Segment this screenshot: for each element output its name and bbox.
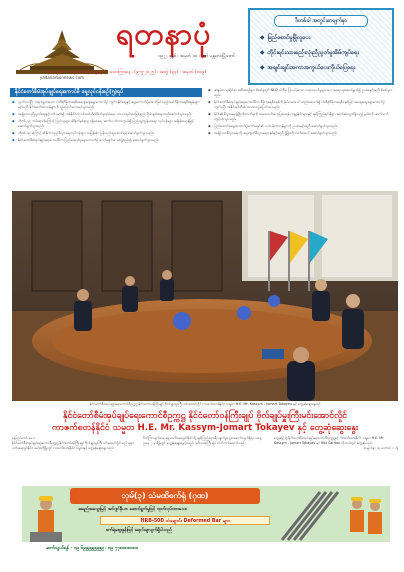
- main-headline[interactable]: [12, 410, 398, 434]
- masthead: [8, 8, 396, 86]
- objective-item: ◆ အမျိုးသားစီးပွားရေးကို ဈေးကွက်စီးပွားရေးစနစ်နှင့်အညီ ဖွံ့ဖြိုးတိုးတက်အောင် ဆောင်ရွက်သွားမည်။: [208, 131, 394, 136]
- newspaper-front-page: [8, 8, 396, 564]
- objective-item: ◆ နိုင်ငံ၏ စီးပွားရေးဖွံ့ဖြိုးတိုးတက်မှုကို အထောက်အကူပြုစေရန် ကမ္ဘာ့နိုင်ငံများနှင့် ချစ်ကြည်ရင်းနှီးစွာ ဆက်ဆံလျက်ရှိသည့် မူဝါဒကို ဆက်လက်ကျင့်သုံးသွားမည်။: [208, 112, 394, 122]
- logo-url: yadanarbonnews.com: [39, 75, 85, 80]
- newspaper-logo: [16, 30, 108, 86]
- headline-line: နိုင်ငံတော်စီမံအုပ်ချုပ်ရေးကောင်စီဥက္ကဋ္ဌ နိုင်ငံတော်ဝန်ကြီးချုပ် ဗိုလ်ချုပ်မှူးကြီးမင်းအောင်လှိုင်: [62, 411, 348, 421]
- article-column-3: တွေ့ဆုံပွဲသို့ နိုင်ငံတော်စီမံအုပ်ချုပ်ရေးကောင်စီဥက္ကဋ္ဌနှင့် ကာဇက်စတန်နိုင်ငံ သမ္မတ H.E. Mr. Kassym - Jomart Tokayev နှင့် Ritz Carlton ဟိုတယ်တွင် တွေ့ဆုံသည်။ စာမျက်နှာ ၁၈ ကော်လံ ၁ သို့: [274, 436, 398, 450]
- objective-item: ◆ ကိုဗစ်-၁၉ ကြောင့် ထိခိုက်သည့် စီးပွားရေးလုပ်ငန်းများ အမြန်ဆုံး ပြန်လည်ထူထောင်ရန် ဆောင်ရွက်သွားမည်။: [12, 131, 202, 136]
- section-header: နိုင်ငံတော်စီမံအုပ်ချုပ်ရေးကောင်စီ ရှေ့လုပ်ငန်းစဉ်(၅)ရပ်: [10, 88, 202, 97]
- byline: နေပြည်တော် မေ ၈: [12, 436, 36, 440]
- continued-link[interactable]: စာမျက်နှာ ၁၈ ကော်လံ ၁ သို့: [363, 445, 398, 450]
- objective-item: ◆ ကိုဗစ်-၁၉ ကပ်ရောဂါကြောင့် ပြည်သူများ ထိခိုက်နစ်နာမှု မရှိစေရေး ဆက်လက်ကာကွယ်၍ ပြည်သူ့ကျန်းမာရေး လုပ်ငန်းများ အရှိန်အဟုန်မြှင့်ဆောင်ရွက်သွားမည်။: [12, 119, 202, 129]
- objective-item: ◆ အမျိုးသားညီညွတ်ရေးနှင့်ပတ်သက်၍ တစ်နိုင်ငံလုံးပစ်ခတ်တိုက်ခိုက်မှုရပ်စဲရေး ဘာသာရပ်အခြေခံနည်း ငြိမ်းချမ်းရေးတည်ဆောက်သွားမည်။: [12, 112, 202, 117]
- objective-item: ◆ နိုင်ငံတော်စီမံအုပ်ချုပ်ရေးကောင်စီက ဒီမိုကရေစီစနစ်ကို ခိုင်မာအောင် တည်ဆောက်၍ ပါတီစုံဒီမိုကရေစီစနစ်ဖြင့် အထွေထွေရွေးကောက်ပွဲ ကျင်းပပြီး အနိုင်ရပါတီထံ အာဏာလွှဲပြောင်းပေးမည်။: [208, 100, 394, 110]
- inside-item[interactable]: ◆ တိုင်းရင်းသားစည်းလုံးညီညွတ်မှုအိမ်ကျပ်ရေး: [260, 50, 359, 56]
- ad-brand: ဘုမ်(၃) သံမဏိစက်ရုံ (ဂုဏ): [70, 488, 260, 504]
- newspaper-tagline: ၁၉၂၂ ခုနှစ် ၊ အမှတ် ၁၀ ၊ ဂုဏ် မန္တလေးမြို့တော်: [158, 54, 235, 59]
- ad-line: အရည်အသွေးမြင့် အင်ဂျင်နီယာ ဆောင်ရွက်မှုဖြင့် ထုတ်လုပ်ထားသော: [78, 507, 188, 512]
- photo-caption: နိုင်ငံတော်စီမံအုပ်ချုပ်ရေးကောင်စီဥက္ကဋ္ဌ နိုင်ငံတော်ဝန်ကြီးချုပ် ဗိုလ်ချုပ်မှူးကြီး မင်းအောင်လှိုင် ကာဇက်စတန်နိုင်ငံ သမ္မတ H.E. Mr. Kassym - Jomart Tokayev နှင့် တွေ့ဆုံဆွေးနွေးစဉ်: [89, 402, 321, 406]
- inside-pages-heading: ဒီတစ်ခါ အတွင်းစာမျက်နှာ: [274, 15, 368, 27]
- steel-bars-icon: [280, 488, 340, 542]
- diamond-bullet-icon: ◆: [260, 50, 265, 56]
- inside-pages-box: [248, 8, 394, 85]
- worker-illustration-icon: [26, 492, 66, 542]
- objective-item: ◆ ဆန္ဒမဲပေးမှုဆိုင်ရာ အစီအစဉ်များ စိစစ်မှုတွင် NLD ပါတီမှ ပြုလုပ်ခဲ့သော တရားမဝင်မှုများအား အရေးယူဆောင်ရွက်၍ ဥပဒေနှင့်အညီ စိစစ်သွားမည်။: [208, 88, 394, 98]
- diamond-bullet-icon: ◆: [260, 35, 265, 41]
- headline-line: ကာဇက်စတန်နိုင်ငံ သမ္မတ H.E. Mr. Kassym-Jomart Tokayev နှင့် တွေ့ဆုံဆွေးနွေး: [51, 423, 359, 433]
- inside-item[interactable]: ◆ အချင်းချင်းအကာအကွယ်ပေးကိုယ်ပြေရေး: [260, 65, 356, 71]
- diamond-bullet-icon: ◆: [260, 65, 265, 71]
- palace-spire-icon: [16, 30, 108, 74]
- objective-item: ◆ နိုင်ငံတော်စီမံအုပ်ချုပ်ရေးကောင်စီက ပြည်ထောင်စုရွေးကောက်ပွဲ ကော်မရှင်အသစ်ဖွဲ့စည်း၍ ဆောင်ရွက်သွားမည်။: [12, 138, 202, 143]
- article-column-1: နေပြည်တော် မေ ၈ နိုင်ငံတော်စီမံအုပ်ချုပ်ရေးကောင်စီဥက္ကဋ္ဌ နိုင်ငံတော်ဝန်ကြီးချုပ် ဗိုလ်ချုပ်မှူးကြီး မင်းအောင်လှိုင်သည် ရုရှားဖက်ဒရေးရှင်းနိုင်ငံ မော်စကိုမြို့တွင် ကာဇက်စတန်နိုင်ငံသမ္မတနှင့် တွေ့ဆုံဆွေးနွေးသည်။: [12, 436, 135, 450]
- objective-item: ◆ ပြည်ထောင်စုရွေးကောက်ပွဲကော်မရှင်၏ လုပ်ငန်းတာဝန်များကို ဥပဒေနှင့်အညီ ဆောင်ရွက်သွားမည်။: [208, 124, 394, 129]
- inside-item[interactable]: ◆ မြည်စောင်မှုမြိုလူပေး: [260, 35, 311, 41]
- article-column-2: ဖိတ်ကြားချက်အရ ရုရှားဖက်ဒရေးရှင်းနိုင်ငံသို့ ချစ်ကြည်ရေးခရီး ထွက်ခွာသွားရောက်လျက်ရှိရာ ယနေ့ညနေ ၇ နာရီခွဲတွင် တွေ့ဆုံဆွေးနွေးခဲ့သည်။ ဒုတိယဝန်ကြီးချုပ် ပါဝင်တက်ရောက်သည်။: [143, 436, 262, 445]
- workers-illustration-icon: [344, 490, 386, 542]
- newspaper-title: ရတနာပုံ: [116, 17, 212, 52]
- ad-contact[interactable]: ဆက်သွယ်ရန် - ၀၉ ၆၉၉၉၉၉၉၉၉ ၊ ၀၉ ၇၇၈၈၈၈၈၈၈: [46, 546, 139, 551]
- meeting-photo: [12, 191, 398, 401]
- objective-item: ◆ လွတ်လပ်ပြီး တရားမျှတသော ပါတီစုံဒီမိုကရေစီအထွေထွေရွေးကောက်ပွဲ ကျင်းပနိုင်ရေးနှင့် ရွေးကောက်ပွဲအောင်မြင်သည့်အခါ ဒီမိုကရေစီစံနှုန်းများနှင့်အညီ နိုင်ငံတော်တာဝန်များကို လွှဲပြောင်းပေးအပ်သွားမည်။: [12, 100, 202, 110]
- steel-advertisement[interactable]: [22, 486, 390, 556]
- ad-line: စက်ရုံဈေးနှုန်းဖြင့် ရောင်းချလျက်ရှိပါသည်: [106, 528, 172, 533]
- ad-product: HRB-500 သံချောင်း Deformed Bar များ: [100, 516, 270, 525]
- objectives-right-column: [208, 88, 394, 138]
- issue-dateline: ၁၃၈၇ ခုနှစ် ၊ ကဆုန်လဆန်း(၁၂)ရက် ၊ သောကြာနေ့ ၊ (၉-၅-၂၀၂၅) ၊ အတွဲ (၃၄) ၊ အမှတ် (၁၀၉): [44, 70, 207, 75]
- objectives-left-column: [12, 100, 202, 145]
